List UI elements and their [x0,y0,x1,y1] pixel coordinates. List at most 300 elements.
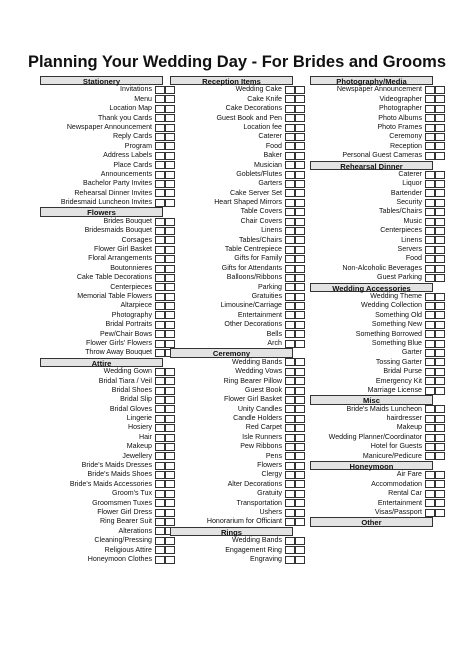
checkbox[interactable] [285,368,295,376]
checkbox[interactable] [285,452,295,460]
checkbox[interactable] [295,556,305,564]
checkbox[interactable] [285,246,295,254]
checkbox[interactable] [155,105,165,113]
item-label: Caterer [258,132,282,141]
checkbox[interactable] [435,311,445,319]
checkbox[interactable] [295,537,305,545]
checkbox[interactable] [435,340,445,348]
checkbox[interactable] [435,490,445,498]
checkbox[interactable] [425,434,435,442]
item-label: Thank you Cards [97,113,152,122]
item-label: Bells [266,329,282,338]
checkbox[interactable] [285,293,295,301]
checkbox[interactable] [285,434,295,442]
checklist-item [40,95,175,104]
checkbox[interactable] [425,208,435,216]
checkbox[interactable] [295,124,305,132]
checkbox[interactable] [285,171,295,179]
checkbox[interactable] [425,311,435,319]
checkbox[interactable] [425,368,435,376]
checkbox[interactable] [285,265,295,273]
checkbox[interactable] [155,377,165,385]
checklist-item [310,245,445,254]
checkbox[interactable] [435,358,445,366]
checkbox[interactable] [425,471,435,479]
checkbox[interactable] [285,330,295,338]
checkbox[interactable] [435,368,445,376]
checkbox[interactable] [155,311,165,319]
checklist-item [40,555,175,564]
checkbox[interactable] [295,105,305,113]
checkbox[interactable] [295,311,305,319]
checkbox[interactable] [285,490,295,498]
checkbox[interactable] [285,462,295,470]
checkbox[interactable] [425,452,435,460]
checkbox[interactable] [295,518,305,526]
checkbox[interactable] [435,246,445,254]
checkbox[interactable] [285,142,295,150]
checkbox[interactable] [295,499,305,507]
item-label: Altarpiece [120,301,152,310]
checkbox[interactable] [295,255,305,263]
checkbox[interactable] [295,434,305,442]
checkbox[interactable] [295,171,305,179]
checkbox[interactable] [295,377,305,385]
checkbox[interactable] [295,415,305,423]
checkbox[interactable] [435,330,445,338]
checkbox[interactable] [435,105,445,113]
checkbox[interactable] [425,405,435,413]
checklist-item [170,377,305,386]
item-label: Bride's Maids Dresses [81,461,152,470]
checkbox[interactable] [435,86,445,94]
checkbox[interactable] [295,546,305,554]
checkbox[interactable] [425,321,435,329]
checklist-item [40,273,175,282]
checkbox[interactable] [155,490,165,498]
checkbox[interactable] [285,180,295,188]
checkbox[interactable] [435,293,445,301]
checklist-item [40,170,175,179]
checklist-item [310,123,445,132]
checkbox[interactable] [285,255,295,263]
checkbox[interactable] [295,95,305,103]
checkbox[interactable] [155,189,165,197]
checkbox[interactable] [295,227,305,235]
item-label: Cake Decorations [225,104,282,113]
checkbox[interactable] [425,133,435,141]
checkbox[interactable] [285,95,295,103]
checkbox[interactable] [435,95,445,103]
checkbox[interactable] [435,321,445,329]
checkbox[interactable] [295,218,305,226]
checkbox[interactable] [435,302,445,310]
checkbox[interactable] [435,152,445,160]
checkbox[interactable] [425,499,435,507]
checkbox[interactable] [435,265,445,273]
checkbox[interactable] [285,311,295,319]
checkbox[interactable] [285,199,295,207]
checkbox[interactable] [425,509,435,517]
checkbox[interactable] [435,434,445,442]
checkbox[interactable] [285,340,295,348]
checkbox[interactable] [295,199,305,207]
checkbox[interactable] [155,114,165,122]
checkbox[interactable] [295,480,305,488]
checkbox[interactable] [295,189,305,197]
checkbox[interactable] [435,133,445,141]
checkbox[interactable] [285,546,295,554]
checkbox[interactable] [155,340,165,348]
section-header: Attire [40,358,163,367]
item-label: Isle Runners [242,432,282,441]
checkbox[interactable] [155,527,165,535]
checkbox[interactable] [285,480,295,488]
checkbox[interactable] [155,349,165,357]
checkbox[interactable] [425,424,435,432]
checkbox[interactable] [285,189,295,197]
checkbox[interactable] [155,171,165,179]
checkbox[interactable] [155,546,165,554]
item-label: Balloons/Ribbons [226,273,282,282]
checkbox[interactable] [155,424,165,432]
item-label: Table Covers [240,207,282,216]
checkbox[interactable] [435,424,445,432]
checkbox[interactable] [435,124,445,132]
checkbox[interactable] [435,509,445,517]
checkbox[interactable] [155,227,165,235]
checkbox[interactable] [425,199,435,207]
checklist-item [170,142,305,151]
checkbox[interactable] [155,462,165,470]
item-label: Gratuities [251,291,282,300]
checkbox[interactable] [425,349,435,357]
section-header: Stationery [40,76,163,85]
checkbox[interactable] [295,387,305,395]
checkbox[interactable] [285,396,295,404]
checkbox[interactable] [295,208,305,216]
checkbox[interactable] [285,302,295,310]
checkbox[interactable] [295,471,305,479]
checkbox[interactable] [155,556,165,564]
checklist-item [170,292,305,301]
checkbox[interactable] [425,302,435,310]
checkbox[interactable] [285,114,295,122]
checkbox[interactable] [425,274,435,282]
checklist-item [170,414,305,423]
checkbox[interactable] [435,377,445,385]
checklist-item [170,189,305,198]
checkbox[interactable] [155,152,165,160]
checkbox[interactable] [285,509,295,517]
checkbox[interactable] [435,142,445,150]
item-label: Chair Covers [240,216,282,225]
checkbox[interactable] [295,283,305,291]
checkbox[interactable] [285,443,295,451]
checkbox[interactable] [435,387,445,395]
item-label: Corsages [121,235,152,244]
checkbox[interactable] [155,95,165,103]
checkbox[interactable] [285,556,295,564]
checklist-item [170,461,305,470]
checkbox[interactable] [285,405,295,413]
checkbox[interactable] [425,105,435,113]
checklist-item [170,254,305,263]
checkbox[interactable] [425,180,435,188]
checklist-item [40,283,175,292]
item-label: Tossing Garter [375,357,422,366]
checkbox[interactable] [425,189,435,197]
item-label: Non-Alcoholic Beverages [342,263,422,272]
item-label: Centerpieces [380,226,422,235]
checkbox[interactable] [295,368,305,376]
checkbox[interactable] [435,189,445,197]
checkbox[interactable] [155,255,165,263]
checkbox[interactable] [295,86,305,94]
checkbox[interactable] [285,86,295,94]
checklist-item [170,123,305,132]
checkbox[interactable] [295,396,305,404]
checkbox[interactable] [285,133,295,141]
item-label: Guest Parking [377,273,422,282]
checkbox[interactable] [155,302,165,310]
checkbox[interactable] [295,443,305,451]
checkbox[interactable] [155,471,165,479]
checkbox[interactable] [285,424,295,432]
checkbox[interactable] [155,537,165,545]
checklist-item [40,395,175,404]
checklist-item [170,283,305,292]
checkbox[interactable] [295,330,305,338]
checkbox[interactable] [435,349,445,357]
checkbox[interactable] [425,142,435,150]
checkbox[interactable] [425,377,435,385]
checkbox[interactable] [425,152,435,160]
checkbox[interactable] [425,95,435,103]
checklist-item [40,236,175,245]
checklist-item [40,104,175,113]
checklist-item [310,330,445,339]
checklist-item [40,452,175,461]
checkbox[interactable] [425,124,435,132]
checkbox[interactable] [155,452,165,460]
item-label: Bride's Maids Luncheon [346,404,422,413]
checkbox[interactable] [435,405,445,413]
checkbox[interactable] [155,434,165,442]
checkbox[interactable] [435,114,445,122]
checkbox[interactable] [155,218,165,226]
checkbox[interactable] [295,321,305,329]
checkbox[interactable] [295,340,305,348]
checkbox[interactable] [295,142,305,150]
checkbox[interactable] [435,471,445,479]
item-label: Cake Table Decorations [76,273,152,282]
checkbox[interactable] [435,208,445,216]
checkbox[interactable] [425,265,435,273]
checkbox[interactable] [155,518,165,526]
checklist-item [40,123,175,132]
checkbox[interactable] [295,180,305,188]
item-label: Bride's Maids Shoes [87,470,152,479]
checklist-item [170,226,305,235]
item-label: Linens [261,226,282,235]
item-label: Security [396,198,422,207]
checkbox[interactable] [435,274,445,282]
checkbox[interactable] [155,133,165,141]
checkbox[interactable] [285,537,295,545]
checkbox[interactable] [285,161,295,169]
checkbox[interactable] [155,368,165,376]
section-header: Misc [310,395,433,404]
item-label: Something Blue [371,338,422,347]
item-label: Visas/Passport [374,507,422,516]
checkbox[interactable] [295,293,305,301]
checkbox[interactable] [435,218,445,226]
checklist-item [310,311,445,320]
checkbox[interactable] [295,405,305,413]
checkbox[interactable] [155,443,165,451]
checkbox[interactable] [425,255,435,263]
checkbox[interactable] [155,161,165,169]
checkbox[interactable] [155,293,165,301]
checkbox[interactable] [285,105,295,113]
checkbox[interactable] [295,161,305,169]
checkbox[interactable] [155,415,165,423]
checkbox[interactable] [285,518,295,526]
checkbox[interactable] [295,452,305,460]
checklist-item [40,320,175,329]
checkbox[interactable] [295,133,305,141]
checkbox[interactable] [155,199,165,207]
checkbox[interactable] [155,180,165,188]
checkbox[interactable] [425,86,435,94]
checkbox[interactable] [425,246,435,254]
checklist-item [40,226,175,235]
checkbox[interactable] [435,480,445,488]
checkbox[interactable] [295,302,305,310]
checkbox[interactable] [155,396,165,404]
checkbox[interactable] [295,424,305,432]
checkbox[interactable] [425,236,435,244]
checkbox[interactable] [295,246,305,254]
checkbox[interactable] [155,509,165,517]
checkbox[interactable] [425,443,435,451]
checkbox[interactable] [285,218,295,226]
checkbox[interactable] [435,199,445,207]
checkbox[interactable] [435,227,445,235]
checkbox[interactable] [435,443,445,451]
checkbox[interactable] [295,358,305,366]
checkbox[interactable] [155,265,165,273]
checkbox[interactable] [435,499,445,507]
item-label: Cake Server Set [229,188,282,197]
checkbox[interactable] [155,321,165,329]
checkbox[interactable] [285,377,295,385]
checkbox[interactable] [285,358,295,366]
checkbox[interactable] [425,293,435,301]
checklist-item [40,480,175,489]
checkbox[interactable] [295,114,305,122]
checkbox[interactable] [295,265,305,273]
checkbox[interactable] [425,480,435,488]
checkbox[interactable] [155,480,165,488]
item-label: Wedding Vows [235,367,282,376]
checkbox[interactable] [435,236,445,244]
item-label: Personal Guest Cameras [342,151,422,160]
checkbox[interactable] [285,499,295,507]
checkbox[interactable] [295,462,305,470]
checkbox[interactable] [295,274,305,282]
checkbox[interactable] [425,218,435,226]
item-label: Program [124,141,152,150]
checkbox[interactable] [285,387,295,395]
checkbox[interactable] [285,274,295,282]
checkbox[interactable] [285,152,295,160]
checklist-item [40,301,175,310]
checklist-item [310,442,445,451]
checklist-item [40,85,175,94]
checkbox[interactable] [295,152,305,160]
checkbox[interactable] [155,499,165,507]
checklist-item [310,348,445,357]
checkbox[interactable] [155,142,165,150]
checkbox[interactable] [425,114,435,122]
checkbox[interactable] [155,124,165,132]
checkbox[interactable] [285,471,295,479]
checkbox[interactable] [435,452,445,460]
checkbox[interactable] [295,509,305,517]
checkbox[interactable] [155,246,165,254]
item-label: Wedding Bands [232,357,282,366]
item-label: Lingerie [126,414,152,423]
checkbox[interactable] [425,171,435,179]
checkbox[interactable] [295,490,305,498]
checkbox[interactable] [425,387,435,395]
item-label: Flowers [257,461,282,470]
checkbox[interactable] [425,358,435,366]
checkbox[interactable] [285,283,295,291]
checkbox[interactable] [425,415,435,423]
checkbox[interactable] [435,171,445,179]
checkbox[interactable] [155,405,165,413]
checkbox[interactable] [435,180,445,188]
checkbox[interactable] [295,236,305,244]
item-label: Flower Girl Dress [97,507,152,516]
checkbox[interactable] [285,321,295,329]
checkbox[interactable] [155,274,165,282]
checkbox[interactable] [285,208,295,216]
checklist-item [310,226,445,235]
checkbox[interactable] [425,227,435,235]
checkbox[interactable] [425,490,435,498]
checkbox[interactable] [155,283,165,291]
checkbox[interactable] [285,236,295,244]
checklist-item [310,189,445,198]
checkbox[interactable] [435,255,445,263]
checkbox[interactable] [425,330,435,338]
checkbox[interactable] [285,124,295,132]
checkbox[interactable] [155,330,165,338]
checkbox[interactable] [155,236,165,244]
checkbox[interactable] [285,415,295,423]
checkbox[interactable] [425,340,435,348]
checkbox[interactable] [285,227,295,235]
checklist-item [40,470,175,479]
section-header: Reception Items [170,76,293,85]
checkbox[interactable] [155,86,165,94]
checkbox[interactable] [155,387,165,395]
checkbox[interactable] [435,415,445,423]
